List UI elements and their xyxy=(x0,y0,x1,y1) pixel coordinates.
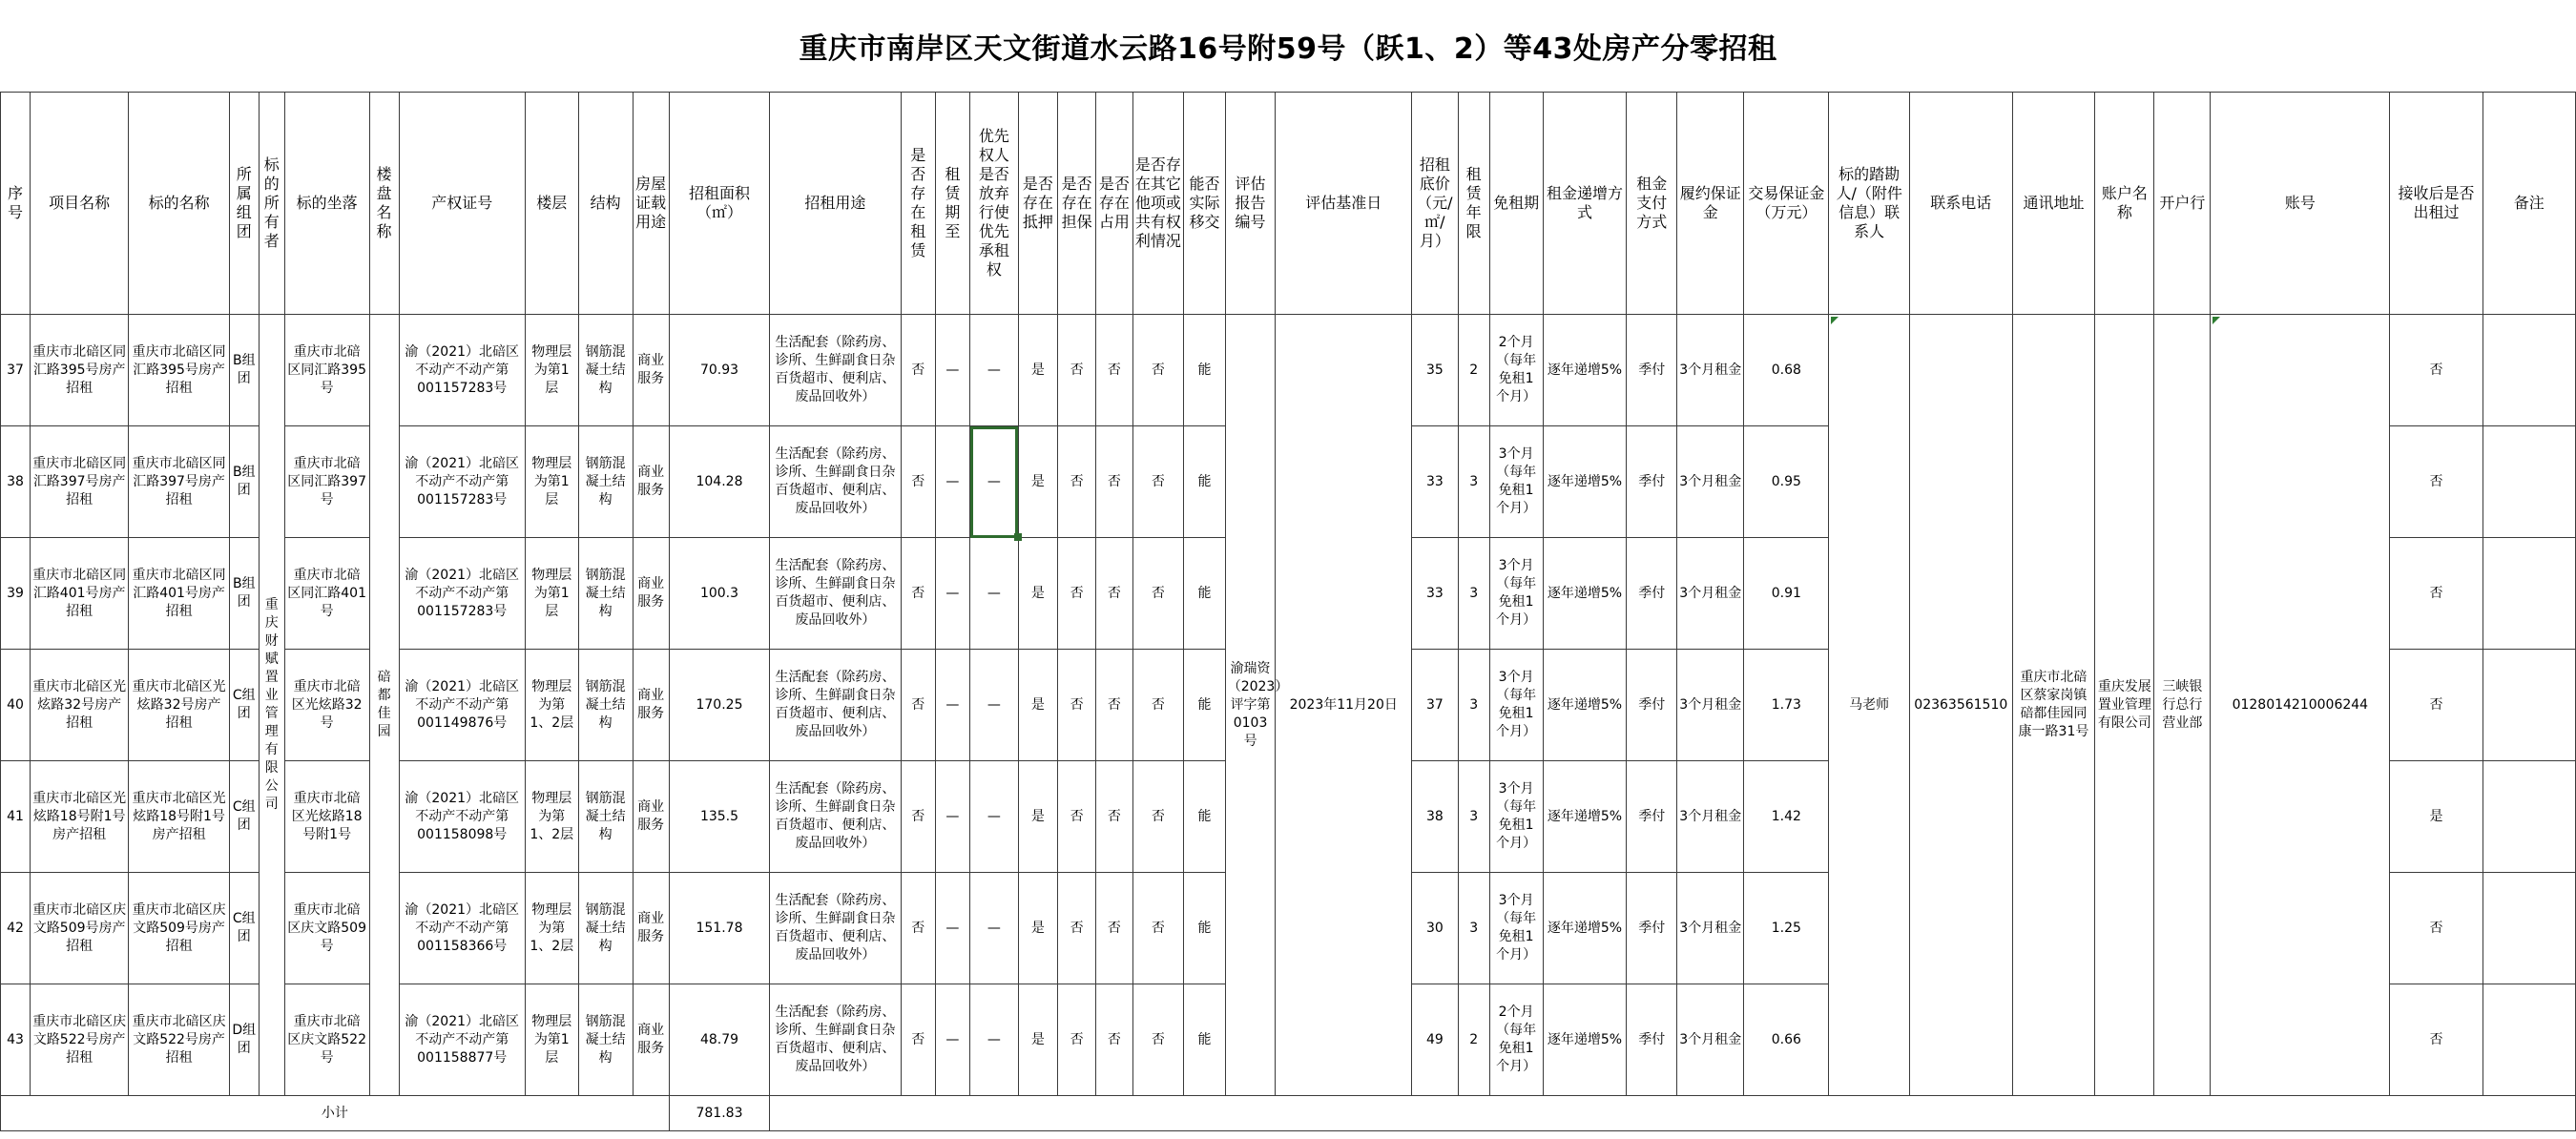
cell-guarantee[interactable]: 否 xyxy=(1058,650,1096,761)
header-cell[interactable]: 是否存在租赁 xyxy=(901,93,935,315)
cell-target[interactable]: 重庆市北碚区光炫路32号房产招租 xyxy=(129,650,229,761)
cell-use[interactable]: 商业服务 xyxy=(633,650,669,761)
cell-trade-deposit[interactable]: 1.25 xyxy=(1744,873,1829,984)
cell-purpose[interactable]: 生活配套（除药房、诊所、生鲜副食日杂百货超市、便利店、废品回收外） xyxy=(770,538,901,650)
cell-purpose[interactable]: 生活配套（除药房、诊所、生鲜副食日杂百货超市、便利店、废品回收外） xyxy=(770,426,901,538)
cell-account-no-merged[interactable]: 0128014210006244 xyxy=(2211,315,2390,1096)
cell-years[interactable]: 3 xyxy=(1458,873,1489,984)
cell-area[interactable]: 70.93 xyxy=(669,315,769,426)
cell-rented[interactable]: 否 xyxy=(2390,650,2483,761)
header-cell[interactable]: 租赁期至 xyxy=(935,93,969,315)
cell-area[interactable]: 104.28 xyxy=(669,426,769,538)
cell-occupied[interactable]: 否 xyxy=(1096,650,1132,761)
cell-transfer[interactable]: 能 xyxy=(1184,538,1225,650)
cell-use[interactable]: 商业服务 xyxy=(633,984,669,1096)
cell-years[interactable]: 3 xyxy=(1458,426,1489,538)
cell-priority[interactable]: — xyxy=(970,761,1019,873)
cell-mortgage[interactable]: 是 xyxy=(1018,538,1057,650)
cell-free[interactable]: 3个月（每年免租1个月） xyxy=(1489,873,1543,984)
cell-floor[interactable]: 物理层为第1层 xyxy=(525,426,578,538)
cell-guarantee[interactable]: 否 xyxy=(1058,538,1096,650)
cell-floor[interactable]: 物理层为第1层 xyxy=(525,984,578,1096)
cell-mortgage[interactable]: 是 xyxy=(1018,873,1057,984)
cell-structure[interactable]: 钢筋混凝土结构 xyxy=(578,984,633,1096)
cell-contact-merged[interactable]: 马老师 xyxy=(1829,315,1910,1096)
cell-years[interactable]: 3 xyxy=(1458,761,1489,873)
cell-purpose[interactable]: 生活配套（除药房、诊所、生鲜副食日杂百货超市、便利店、废品回收外） xyxy=(770,873,901,984)
cell-structure[interactable]: 钢筋混凝土结构 xyxy=(578,315,633,426)
sheet-title-bar xyxy=(0,0,2576,93)
cell-use[interactable]: 商业服务 xyxy=(633,873,669,984)
cell-lease[interactable]: 否 xyxy=(901,650,935,761)
cell-priority[interactable]: — xyxy=(970,984,1019,1096)
cell-target[interactable]: 重庆市北碚区庆文路522号房产招租 xyxy=(129,984,229,1096)
cell-other-rights[interactable]: 否 xyxy=(1132,650,1184,761)
header-cell[interactable]: 标的踏勘人/（附件信息）联系人 xyxy=(1829,93,1910,315)
cell-remark[interactable] xyxy=(2483,426,2575,538)
cell-cert[interactable]: 渝（2021）北碚区不动产不动产第001157283号 xyxy=(399,538,525,650)
cell-lease-end[interactable]: — xyxy=(935,426,969,538)
cell-increase[interactable]: 逐年递增5% xyxy=(1543,984,1627,1096)
cell-guarantee[interactable]: 否 xyxy=(1058,984,1096,1096)
cell-occupied[interactable]: 否 xyxy=(1096,761,1132,873)
cell-mortgage[interactable]: 是 xyxy=(1018,650,1057,761)
cell-price[interactable]: 33 xyxy=(1412,426,1459,538)
cell-location[interactable]: 重庆市北碚区同汇路395号 xyxy=(284,315,369,426)
cell-no[interactable]: 39 xyxy=(1,538,31,650)
subtotal-label[interactable]: 小计 xyxy=(1,1096,670,1131)
header-cell[interactable]: 所属组团 xyxy=(229,93,259,315)
cell-project[interactable]: 重庆市北碚区同汇路397号房产招租 xyxy=(31,426,129,538)
cell-rented[interactable]: 否 xyxy=(2390,873,2483,984)
cell-phone-merged[interactable]: 02363561510 xyxy=(1910,315,2013,1096)
cell-group[interactable]: C组团 xyxy=(229,650,259,761)
cell-pay[interactable]: 季付 xyxy=(1627,426,1677,538)
cell-lease-end[interactable]: — xyxy=(935,761,969,873)
header-cell[interactable]: 是否存在其它他项或共有权利情况 xyxy=(1132,93,1184,315)
header-cell[interactable]: 是否存在占用 xyxy=(1096,93,1132,315)
cell-mortgage[interactable]: 是 xyxy=(1018,426,1057,538)
cell-remark[interactable] xyxy=(2483,315,2575,426)
cell-address-merged[interactable]: 重庆市北碚区蔡家岗镇碚都佳园同康一路31号 xyxy=(2012,315,2095,1096)
cell-rented[interactable]: 否 xyxy=(2390,984,2483,1096)
header-cell[interactable]: 评估基准日 xyxy=(1276,93,1412,315)
cell-use[interactable]: 商业服务 xyxy=(633,761,669,873)
cell-no[interactable]: 37 xyxy=(1,315,31,426)
cell-report-merged[interactable]: 渝瑞资（2023）评字第0103号 xyxy=(1225,315,1276,1096)
cell-group[interactable]: B组团 xyxy=(229,426,259,538)
cell-location[interactable]: 重庆市北碚区庆文路509号 xyxy=(284,873,369,984)
cell-target[interactable]: 重庆市北碚区同汇路397号房产招租 xyxy=(129,426,229,538)
cell-group[interactable]: B组团 xyxy=(229,538,259,650)
cell-years[interactable]: 2 xyxy=(1458,315,1489,426)
cell-transfer[interactable]: 能 xyxy=(1184,761,1225,873)
cell-years[interactable]: 3 xyxy=(1458,650,1489,761)
cell-occupied[interactable]: 否 xyxy=(1096,873,1132,984)
cell-guarantee[interactable]: 否 xyxy=(1058,426,1096,538)
cell-other-rights[interactable]: 否 xyxy=(1132,426,1184,538)
header-cell[interactable]: 通讯地址 xyxy=(2012,93,2095,315)
cell-trade-deposit[interactable]: 1.73 xyxy=(1744,650,1829,761)
cell-group[interactable]: B组团 xyxy=(229,315,259,426)
header-cell[interactable]: 能否实际移交 xyxy=(1184,93,1225,315)
cell-rented[interactable]: 否 xyxy=(2390,315,2483,426)
cell-price[interactable]: 35 xyxy=(1412,315,1459,426)
cell-structure[interactable]: 钢筋混凝土结构 xyxy=(578,538,633,650)
cell-rented[interactable]: 否 xyxy=(2390,538,2483,650)
cell-increase[interactable]: 逐年递增5% xyxy=(1543,873,1627,984)
cell-increase[interactable]: 逐年递增5% xyxy=(1543,650,1627,761)
cell-pay[interactable]: 季付 xyxy=(1627,650,1677,761)
cell-rented[interactable]: 否 xyxy=(2390,426,2483,538)
header-cell[interactable]: 序号 xyxy=(1,93,31,315)
cell-priority[interactable]: — xyxy=(970,538,1019,650)
header-cell[interactable]: 联系电话 xyxy=(1910,93,2013,315)
cell-deposit[interactable]: 3个月租金 xyxy=(1677,426,1744,538)
header-cell[interactable]: 评估报告编号 xyxy=(1225,93,1276,315)
cell-group[interactable]: C组团 xyxy=(229,761,259,873)
cell-priority[interactable]: — xyxy=(970,315,1019,426)
cell-floor[interactable]: 物理层为第1、2层 xyxy=(525,873,578,984)
cell-area[interactable]: 135.5 xyxy=(669,761,769,873)
cell-pay[interactable]: 季付 xyxy=(1627,984,1677,1096)
header-cell[interactable]: 是否存在担保 xyxy=(1058,93,1096,315)
cell-cert[interactable]: 渝（2021）北碚区不动产不动产第001158098号 xyxy=(399,761,525,873)
cell-eval-date-merged[interactable]: 2023年11月20日 xyxy=(1276,315,1412,1096)
header-cell[interactable]: 账号 xyxy=(2211,93,2390,315)
cell-trade-deposit[interactable]: 0.95 xyxy=(1744,426,1829,538)
cell-no[interactable]: 41 xyxy=(1,761,31,873)
cell-cert[interactable]: 渝（2021）北碚区不动产不动产第001158877号 xyxy=(399,984,525,1096)
cell-no[interactable]: 38 xyxy=(1,426,31,538)
cell-use[interactable]: 商业服务 xyxy=(633,538,669,650)
cell-pay[interactable]: 季付 xyxy=(1627,873,1677,984)
header-cell[interactable]: 优先权人是否放弃行使优先承租权 xyxy=(970,93,1019,315)
cell-free[interactable]: 2个月（每年免租1个月） xyxy=(1489,984,1543,1096)
cell-lease[interactable]: 否 xyxy=(901,538,935,650)
cell-occupied[interactable]: 否 xyxy=(1096,538,1132,650)
cell-group[interactable]: C组团 xyxy=(229,873,259,984)
cell-priority-selected[interactable]: — xyxy=(970,426,1019,538)
cell-occupied[interactable]: 否 xyxy=(1096,315,1132,426)
cell-guarantee[interactable]: 否 xyxy=(1058,761,1096,873)
cell-project[interactable]: 重庆市北碚区光炫路32号房产招租 xyxy=(31,650,129,761)
sheet-title: 重庆市南岸区天文街道水云路16号附59号（跃1、2）等43处房产分零招租 xyxy=(799,32,1777,66)
cell-area[interactable]: 151.78 xyxy=(669,873,769,984)
cell-owner-merged[interactable]: 重庆财赋置业管理有限公司 xyxy=(259,315,284,1096)
cell-remark[interactable] xyxy=(2483,873,2575,984)
cell-priority[interactable]: — xyxy=(970,650,1019,761)
header-cell[interactable]: 楼层 xyxy=(525,93,578,315)
header-cell[interactable]: 项目名称 xyxy=(31,93,129,315)
cell-lease[interactable]: 否 xyxy=(901,873,935,984)
cell-lease[interactable]: 否 xyxy=(901,984,935,1096)
cell-cert[interactable]: 渝（2021）北碚区不动产不动产第001157283号 xyxy=(399,315,525,426)
cell-area[interactable]: 170.25 xyxy=(669,650,769,761)
cell-structure[interactable]: 钢筋混凝土结构 xyxy=(578,873,633,984)
cell-free[interactable]: 2个月（每年免租1个月） xyxy=(1489,315,1543,426)
cell-structure[interactable]: 钢筋混凝土结构 xyxy=(578,650,633,761)
cell-transfer[interactable]: 能 xyxy=(1184,650,1225,761)
cell-mortgage[interactable]: 是 xyxy=(1018,761,1057,873)
cell-price[interactable]: 37 xyxy=(1412,650,1459,761)
cell-trade-deposit[interactable]: 0.66 xyxy=(1744,984,1829,1096)
cell-deposit[interactable]: 3个月租金 xyxy=(1677,315,1744,426)
cell-other-rights[interactable]: 否 xyxy=(1132,984,1184,1096)
cell-use[interactable]: 商业服务 xyxy=(633,315,669,426)
cell-area[interactable]: 100.3 xyxy=(669,538,769,650)
cell-deposit[interactable]: 3个月租金 xyxy=(1677,873,1744,984)
cell-deposit[interactable]: 3个月租金 xyxy=(1677,650,1744,761)
cell-price[interactable]: 49 xyxy=(1412,984,1459,1096)
cell-remark[interactable] xyxy=(2483,538,2575,650)
cell-target[interactable]: 重庆市北碚区光炫路18号附1号房产招租 xyxy=(129,761,229,873)
header-row xyxy=(1,93,2576,315)
cell-trade-deposit[interactable]: 1.42 xyxy=(1744,761,1829,873)
cell-years[interactable]: 2 xyxy=(1458,984,1489,1096)
cell-target[interactable]: 重庆市北碚区同汇路401号房产招租 xyxy=(129,538,229,650)
cell-years[interactable]: 3 xyxy=(1458,538,1489,650)
rental-table xyxy=(0,92,2576,1131)
cell-pay[interactable]: 季付 xyxy=(1627,315,1677,426)
cell-occupied[interactable]: 否 xyxy=(1096,426,1132,538)
cell-project[interactable]: 重庆市北碚区庆文路522号房产招租 xyxy=(31,984,129,1096)
cell-increase[interactable]: 逐年递增5% xyxy=(1543,761,1627,873)
header-cell[interactable]: 标的所有者 xyxy=(259,93,284,315)
header-cell[interactable]: 招租用途 xyxy=(770,93,901,315)
cell-other-rights[interactable]: 否 xyxy=(1132,873,1184,984)
cell-location[interactable]: 重庆市北碚区光炫路18号附1号 xyxy=(284,761,369,873)
cell-pay[interactable]: 季付 xyxy=(1627,538,1677,650)
header-cell[interactable]: 免租期 xyxy=(1489,93,1543,315)
cell-deposit[interactable]: 3个月租金 xyxy=(1677,538,1744,650)
table-row xyxy=(1,315,2576,426)
header-cell[interactable]: 标的坐落 xyxy=(284,93,369,315)
cell-price[interactable]: 30 xyxy=(1412,873,1459,984)
cell-remark[interactable] xyxy=(2483,984,2575,1096)
cell-project[interactable]: 重庆市北碚区庆文路509号房产招租 xyxy=(31,873,129,984)
cell-structure[interactable]: 钢筋混凝土结构 xyxy=(578,426,633,538)
cell-floor[interactable]: 物理层为第1、2层 xyxy=(525,761,578,873)
cell-lease-end[interactable]: — xyxy=(935,538,969,650)
cell-other-rights[interactable]: 否 xyxy=(1132,538,1184,650)
cell-mortgage[interactable]: 是 xyxy=(1018,984,1057,1096)
header-cell[interactable]: 楼盘名称 xyxy=(369,93,399,315)
cell-location[interactable]: 重庆市北碚区同汇路401号 xyxy=(284,538,369,650)
cell-guarantee[interactable]: 否 xyxy=(1058,873,1096,984)
cell-free[interactable]: 3个月（每年免租1个月） xyxy=(1489,650,1543,761)
cell-price[interactable]: 38 xyxy=(1412,761,1459,873)
cell-free[interactable]: 3个月（每年免租1个月） xyxy=(1489,426,1543,538)
cell-trade-deposit[interactable]: 0.91 xyxy=(1744,538,1829,650)
cell-priority[interactable]: — xyxy=(970,873,1019,984)
header-cell[interactable]: 房屋证载用途 xyxy=(633,93,669,315)
cell-lease-end[interactable]: — xyxy=(935,650,969,761)
cell-target[interactable]: 重庆市北碚区庆文路509号房产招租 xyxy=(129,873,229,984)
header-cell[interactable]: 招租底价（元/㎡/月） xyxy=(1412,93,1459,315)
cell-price[interactable]: 33 xyxy=(1412,538,1459,650)
cell-increase[interactable]: 逐年递增5% xyxy=(1543,538,1627,650)
cell-floor[interactable]: 物理层为第1层 xyxy=(525,315,578,426)
header-cell[interactable]: 履约保证金 xyxy=(1677,93,1744,315)
cell-lease-end[interactable]: — xyxy=(935,873,969,984)
cell-purpose[interactable]: 生活配套（除药房、诊所、生鲜副食日杂百货超市、便利店、废品回收外） xyxy=(770,984,901,1096)
header-cell[interactable]: 备注 xyxy=(2483,93,2575,315)
cell-remark[interactable] xyxy=(2483,761,2575,873)
cell-project[interactable]: 重庆市北碚区同汇路395号房产招租 xyxy=(31,315,129,426)
cell-use[interactable]: 商业服务 xyxy=(633,426,669,538)
cell-bank-merged[interactable]: 三峡银行总行营业部 xyxy=(2154,315,2211,1096)
cell-target[interactable]: 重庆市北碚区同汇路395号房产招租 xyxy=(129,315,229,426)
cell-remark[interactable] xyxy=(2483,650,2575,761)
cell-project[interactable]: 重庆市北碚区同汇路401号房产招租 xyxy=(31,538,129,650)
cell-guarantee[interactable]: 否 xyxy=(1058,315,1096,426)
cell-group[interactable]: D组团 xyxy=(229,984,259,1096)
cell-deposit[interactable]: 3个月租金 xyxy=(1677,984,1744,1096)
header-cell[interactable]: 招租面积（㎡） xyxy=(669,93,769,315)
cell-lease[interactable]: 否 xyxy=(901,315,935,426)
cell-floor[interactable]: 物理层为第1层 xyxy=(525,538,578,650)
header-cell[interactable]: 租赁年限 xyxy=(1458,93,1489,315)
cell-mortgage[interactable]: 是 xyxy=(1018,315,1057,426)
header-cell[interactable]: 标的名称 xyxy=(129,93,229,315)
cell-increase[interactable]: 逐年递增5% xyxy=(1543,426,1627,538)
cell-other-rights[interactable]: 否 xyxy=(1132,315,1184,426)
cell-project[interactable]: 重庆市北碚区光炫路18号附1号房产招租 xyxy=(31,761,129,873)
cell-no[interactable]: 43 xyxy=(1,984,31,1096)
header-cell[interactable]: 产权证号 xyxy=(399,93,525,315)
header-cell[interactable]: 租金支付方式 xyxy=(1627,93,1677,315)
cell-cert[interactable]: 渝（2021）北碚区不动产不动产第001158366号 xyxy=(399,873,525,984)
cell-pay[interactable]: 季付 xyxy=(1627,761,1677,873)
cell-location[interactable]: 重庆市北碚区光炫路32号 xyxy=(284,650,369,761)
cell-structure[interactable]: 钢筋混凝土结构 xyxy=(578,761,633,873)
subtotal-empty[interactable] xyxy=(770,1096,2576,1131)
cell-free[interactable]: 3个月（每年免租1个月） xyxy=(1489,761,1543,873)
cell-no[interactable]: 42 xyxy=(1,873,31,984)
header-cell[interactable]: 交易保证金（万元） xyxy=(1744,93,1829,315)
cell-deposit[interactable]: 3个月租金 xyxy=(1677,761,1744,873)
cell-cert[interactable]: 渝（2021）北碚区不动产不动产第001157283号 xyxy=(399,426,525,538)
cell-location[interactable]: 重庆市北碚区同汇路397号 xyxy=(284,426,369,538)
cell-lease[interactable]: 否 xyxy=(901,426,935,538)
header-cell[interactable]: 结构 xyxy=(578,93,633,315)
subtotal-area[interactable]: 781.83 xyxy=(669,1096,769,1131)
cell-increase[interactable]: 逐年递增5% xyxy=(1543,315,1627,426)
header-cell[interactable]: 是否存在抵押 xyxy=(1018,93,1057,315)
cell-estate-merged[interactable]: 碚都佳园 xyxy=(369,315,399,1096)
subtotal-row xyxy=(1,1096,2576,1131)
cell-rented[interactable]: 是 xyxy=(2390,761,2483,873)
header-cell[interactable]: 账户名称 xyxy=(2095,93,2154,315)
cell-free[interactable]: 3个月（每年免租1个月） xyxy=(1489,538,1543,650)
cell-purpose[interactable]: 生活配套（除药房、诊所、生鲜副食日杂百货超市、便利店、废品回收外） xyxy=(770,650,901,761)
cell-area[interactable]: 48.79 xyxy=(669,984,769,1096)
header-cell[interactable]: 接收后是否出租过 xyxy=(2390,93,2483,315)
cell-lease[interactable]: 否 xyxy=(901,761,935,873)
cell-cert[interactable]: 渝（2021）北碚区不动产不动产第001149876号 xyxy=(399,650,525,761)
cell-purpose[interactable]: 生活配套（除药房、诊所、生鲜副食日杂百货超市、便利店、废品回收外） xyxy=(770,315,901,426)
cell-transfer[interactable]: 能 xyxy=(1184,315,1225,426)
cell-transfer[interactable]: 能 xyxy=(1184,984,1225,1096)
cell-other-rights[interactable]: 否 xyxy=(1132,761,1184,873)
cell-lease-end[interactable]: — xyxy=(935,315,969,426)
cell-account-name-merged[interactable]: 重庆发展置业管理有限公司 xyxy=(2095,315,2154,1096)
header-cell[interactable]: 租金递增方式 xyxy=(1543,93,1627,315)
cell-location[interactable]: 重庆市北碚区庆文路522号 xyxy=(284,984,369,1096)
header-cell[interactable]: 开户行 xyxy=(2154,93,2211,315)
cell-lease-end[interactable]: — xyxy=(935,984,969,1096)
cell-transfer[interactable]: 能 xyxy=(1184,426,1225,538)
cell-purpose[interactable]: 生活配套（除药房、诊所、生鲜副食日杂百货超市、便利店、废品回收外） xyxy=(770,761,901,873)
cell-transfer[interactable]: 能 xyxy=(1184,873,1225,984)
cell-occupied[interactable]: 否 xyxy=(1096,984,1132,1096)
cell-floor[interactable]: 物理层为第1、2层 xyxy=(525,650,578,761)
cell-no[interactable]: 40 xyxy=(1,650,31,761)
cell-trade-deposit[interactable]: 0.68 xyxy=(1744,315,1829,426)
